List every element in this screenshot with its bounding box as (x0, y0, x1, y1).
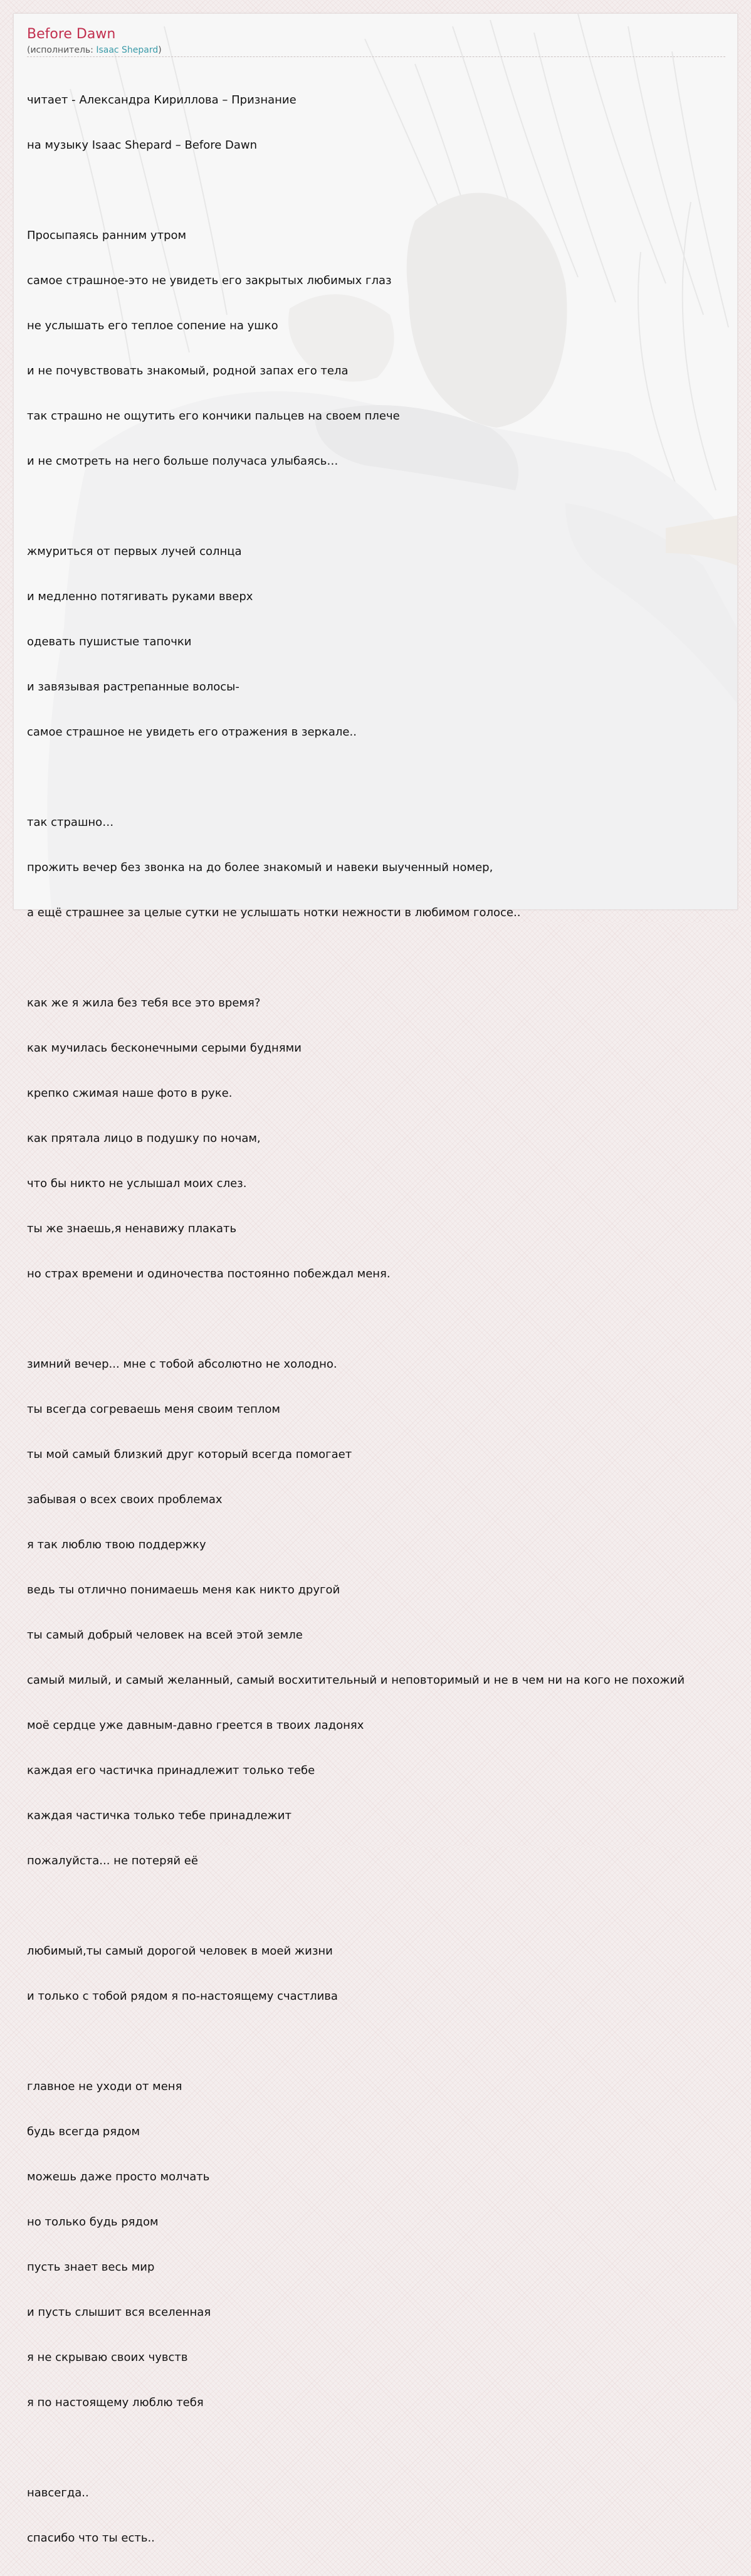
lyric-line: прожить вечер без звонка на до более знакомый и навеки выученный номер, (27, 861, 493, 874)
lyric-line (27, 1899, 737, 1914)
lyric-line: и пусть слышит вся вселенная (27, 2306, 211, 2319)
lyric-line: я не скрываю своих чувств (27, 2351, 188, 2364)
lyric-line: навсегда.. (27, 2486, 89, 2499)
lyric-line: и завязывая растрепанные волосы- (27, 680, 239, 694)
lyric-line: ты самый добрый человек на всей этой земле (27, 1628, 303, 1642)
lyric-line: так страшно… (27, 816, 114, 829)
lyric-line: одевать пушистые тапочки (27, 635, 192, 648)
lyric-line: каждая частичка только тебе принадлежит (27, 1809, 291, 1822)
lyric-line: и только с тобой рядом я по-настоящему счастлива (27, 1990, 338, 2003)
lyric-line: можешь даже просто молчать (27, 2170, 210, 2183)
lyric-line: читает - Александра Кириллова – Признание (27, 93, 297, 107)
lyric-line: как мучилась бесконечными серыми буднями (27, 1042, 302, 1055)
lyrics-text (27, 63, 737, 2576)
lyric-line: я по настоящему люблю тебя (27, 2396, 204, 2409)
song-title: Before Dawn (27, 26, 116, 42)
lyric-line: ты же знаешь,я ненавижу плакать (27, 1222, 237, 1235)
lyric-line: но только будь рядом (27, 2215, 159, 2229)
lyric-line: как прятала лицо в подушку по ночам, (27, 1132, 261, 1145)
lyrics-card (13, 13, 738, 2545)
artist-prefix: (исполнитель: (27, 45, 97, 55)
lyric-line (27, 1312, 737, 1327)
lyric-line (27, 499, 737, 514)
lyric-line (27, 2034, 737, 2049)
lyric-line: самое страшное-это не увидеть его закрытых любимых глаз (27, 274, 392, 287)
lyric-line: и медленно потягивать руками вверх (27, 590, 253, 603)
lyric-line: каждая его частичка принадлежит только тебе (27, 1764, 315, 1777)
lyric-line: любимый,ты самый дорогой человек в моей жизни (27, 1945, 333, 1958)
lyric-line (27, 2441, 737, 2456)
lyric-line: зимний вечер... мне с тобой абсолютно не холодно. (27, 1358, 337, 1371)
lyric-line (27, 183, 737, 198)
lyric-line: главное не уходи от меня (27, 2080, 182, 2093)
lyric-line (27, 951, 737, 966)
artist-suffix: ) (158, 45, 162, 55)
lyric-line: и не почувствовать знакомый, родной запах его тела (27, 364, 349, 377)
lyric-line: что бы никто не услышал моих слез. (27, 1177, 247, 1190)
lyric-line: самый милый, и самый желанный, самый восхитительный и неповторимый и не в чем ни на кого не похожий (27, 1674, 685, 1687)
lyric-line: и не смотреть на него больше получаса улыбаясь… (27, 455, 339, 468)
lyric-line: как же я жила без тебя все это время? (27, 996, 261, 1010)
lyric-line: пусть знает весь мир (27, 2261, 155, 2274)
lyric-line: крепко сжимая наше фото в руке. (27, 1087, 233, 1100)
title-divider (27, 56, 725, 57)
lyric-line: а ещё страшнее за целые сутки не услышать нотки нежности в любимом голосе.. (27, 906, 521, 919)
lyric-line: так страшно не ощутить его кончики пальцев на своем плече (27, 409, 400, 423)
lyric-line: моё сердце уже давным-давно греется в твоих ладонях (27, 1719, 364, 1732)
lyric-line: ты всегда согреваешь меня своим теплом (27, 1403, 280, 1416)
artist-link[interactable]: Isaac Shepard (96, 45, 159, 55)
artist-line (27, 45, 162, 56)
lyric-line: самое страшное не увидеть его отражения в зеркале.. (27, 726, 357, 739)
lyric-line: жмуриться от первых лучей солнца (27, 545, 242, 558)
lyric-line: спасибо что ты есть.. (27, 2531, 155, 2545)
lyric-line: не услышать его теплое сопение на ушко (27, 319, 278, 332)
lyric-line: на музыку Isaac Shepard – Before Dawn (27, 139, 258, 152)
lyric-line: забывая о всех своих проблемах (27, 1493, 223, 1506)
lyric-line (27, 770, 737, 785)
lyric-line: пожалуйста... не потеряй её (27, 1854, 198, 1867)
lyric-line: ты мой самый близкий друг который всегда помогает (27, 1448, 352, 1461)
lyric-line: будь всегда рядом (27, 2125, 140, 2138)
lyric-line: я так люблю твою поддержку (27, 1538, 206, 1551)
lyric-line: но страх времени и одиночества постоянно побеждал меня. (27, 1267, 391, 1280)
lyric-line: Просыпаясь ранним утром (27, 229, 187, 242)
lyric-line: ведь ты отлично понимаешь меня как никто другой (27, 1583, 340, 1597)
